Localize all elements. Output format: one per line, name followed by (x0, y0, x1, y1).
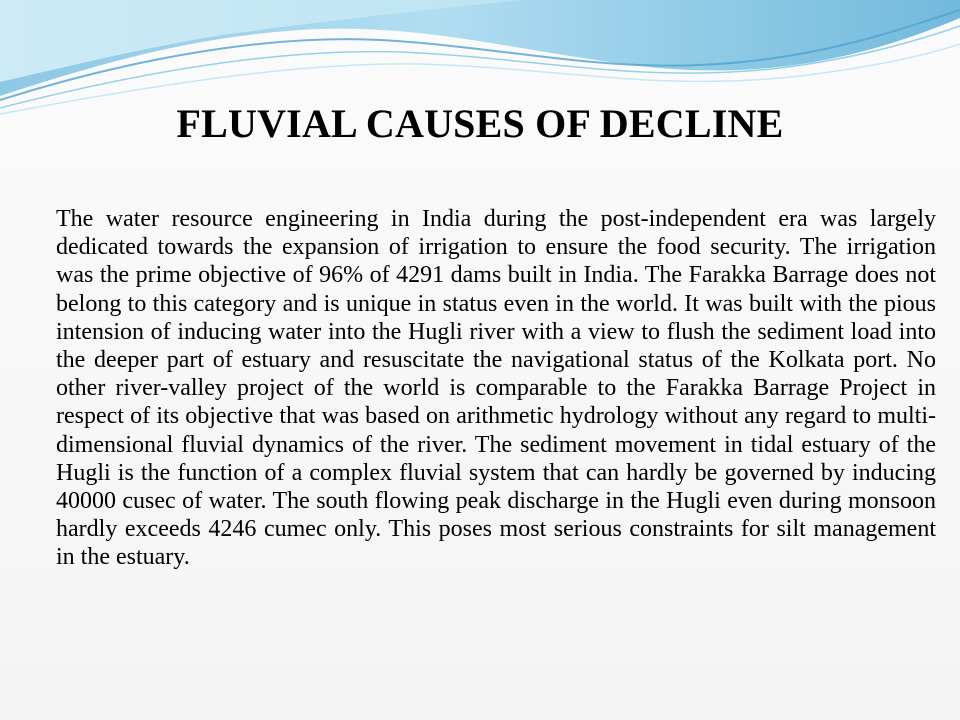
slide-title: FLUVIAL CAUSES OF DECLINE (176, 101, 784, 146)
body-paragraph: The water resource engineering in India during the post-independent era was largely dedicated towards the expansion of irrigation to ensure the food security. The irrigation was the prime objective of 96% of 4291 dams built in India. The Farakka Barrage does not belong to this category and is unique in status even in the world. It was built with the pious intension of inducing water into the Hugli river with a view to flush the sediment load into the deeper part of estuary and resuscitate the navigational status of the Kolkata port. No other river-valley project of the world is comparable to the Farakka Barrage Project in respect of its objective that was based on arithmetic hydrology without any regard to multi-dimensional fluvial dynamics of the river. The sediment movement in tidal estuary of the Hugli is the function of a complex fluvial system that can hardly be governed by inducing 40000 cusec of water. The south flowing peak discharge in the Hugli even during monsoon hardly exceeds 4246 cumec only. This poses most serious constraints for silt management in the estuary. (56, 206, 936, 571)
